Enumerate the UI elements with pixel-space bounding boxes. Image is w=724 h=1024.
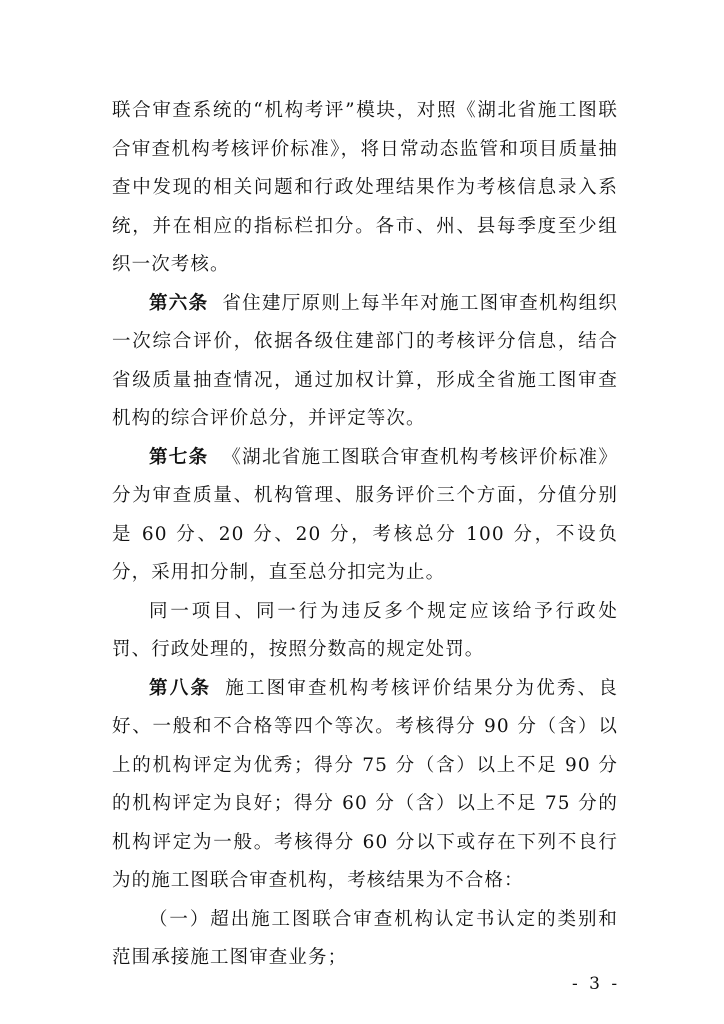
article-7-paragraph [112,439,618,593]
paragraph-text: （一）超出施工图联合审查机构认定书认定的类别和范围承接施工图审查业务； [112,908,618,968]
article-number: 第八条 [149,677,212,699]
body-text [112,92,618,978]
article-number: 第六条 [149,292,209,314]
article-8-paragraph [112,670,618,901]
paragraph-text: 施工图审查机构考核评价结果分为优秀、良好、一般和不合格等四个等次。考核得分 90 分（含）以上的机构评定为优秀；得分 75 分（含）以上不足 90 分的机构评定为良好；得分 60 分（含）以上不足 75 分的机构评定为一般。考核得分 60 分以下或存在下列不良行为的施工图联合审查机构，考核结果为不合格： [112,677,618,891]
article-number: 第七条 [149,446,209,468]
paragraph-penalty-rule [112,593,618,670]
paragraph-text: 联合审查系统的“机构考评”模块，对照《湖北省施工图联合审查机构考核评价标准》，将日常动态监管和项目质量抽查中发现的相关问题和行政处理结果作为考核信息录入系统，并在相应的指标栏扣分。各市、州、县每季度至少组织一次考核。 [112,100,618,275]
article-6-paragraph [112,285,618,439]
page-number: - 3 - [572,974,621,994]
paragraph-text: 同一项目、同一行为违反多个规定应该给予行政处罚、行政处理的，按照分数高的规定处罚。 [112,600,618,660]
paragraph-continuation [112,92,618,285]
paragraph-text: 省住建厅原则上每半年对施工图审查机构组织一次综合评价，依据各级住建部门的考核评分信息，结合省级质量抽查情况，通过加权计算，形成全省施工图审查机构的综合评价总分，并评定等次。 [112,292,618,429]
list-item-1 [112,901,618,978]
paragraph-text: 《湖北省施工图联合审查机构考核评价标准》分为审查质量、机构管理、服务评价三个方面，分值分别是 60 分、20 分、20 分，考核总分 100 分，不设负分，采用扣分制，直至总分扣完为止。 [112,446,618,583]
